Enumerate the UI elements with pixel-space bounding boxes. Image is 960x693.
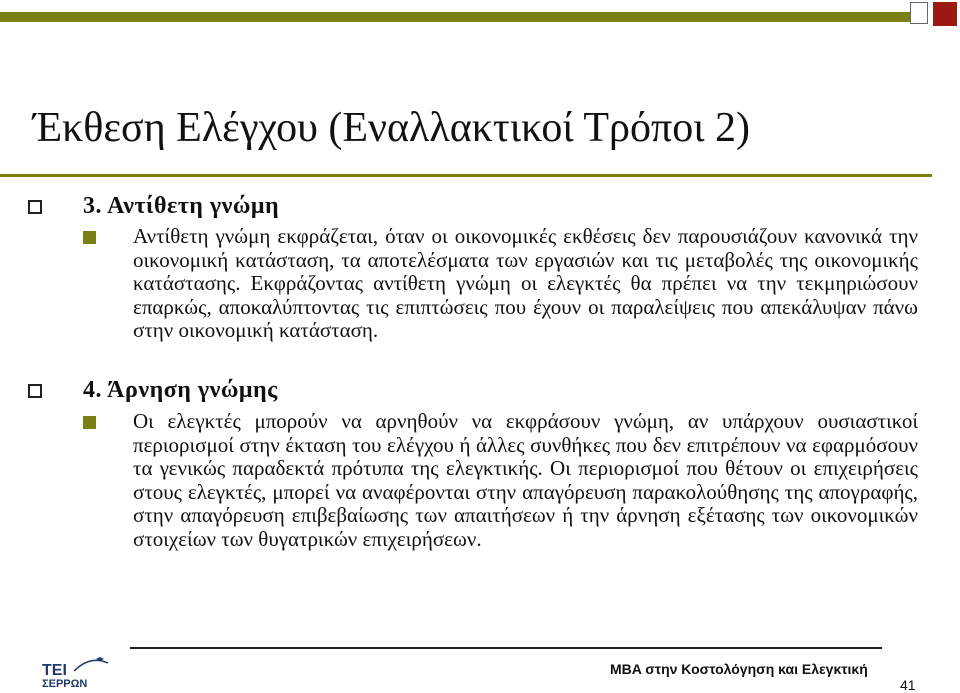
filled-square-bullet-icon [83, 231, 96, 244]
tei-serron-logo-icon [38, 653, 138, 691]
paragraph-text: Οι ελεγκτές μπορούν να αρνηθούν να εκφράσουν γνώμη, αν υπάρχουν ουσιαστικοί περιορισμοί στην έκταση του ελέγχου ή άλλες συνθήκες που δεν επιτρέπουν να εφαρμόσουν τα γενικώς παραδεκτά πρότυπα της ελεγκτικής. Οι περιορισμοί που θέτουν οι επιχειρήσεις στους ελεγκτές, μπορεί να αναφέρονται στην απαγόρευση παρακολούθησης της απογραφής, στην απαγόρευση επιβεβαίωσης των απαιτήσεων ή την άρνηση εξέτασης των οικονομικών στοιχείων των θυγατρικών επιχειρήσεων. [133, 409, 918, 551]
page-number: 41 [900, 677, 916, 693]
section-paragraph-3 [83, 225, 918, 343]
footer-divider [130, 647, 882, 649]
filled-square-bullet-icon [83, 416, 96, 429]
corner-red-square [933, 2, 957, 26]
paragraph-text: Αντίθετη γνώμη εκφράζεται, όταν οι οικονομικές εκθέσεις δεν παρουσιάζουν κανονικά την οικονομική κατάσταση, τα αποτελέσματα των εργασιών και τις μεταβολές της οικονομικής κατάστασης. Εκφράζοντας αντίθετη γνώμη οι ελεγκτές θα πρέπει να την τεκμηριώσουν επαρκώς, αποκαλύπτοντας τις επιπτώσεις που έχουν οι παραλείψεις που απεκάλυψαν πάνω στην οικονομική κατάσταση. [133, 224, 918, 342]
hollow-square-bullet-icon [28, 384, 42, 398]
slide-title: Έκθεση Ελέγχου (Εναλλακτικοί Τρόποι 2) [33, 105, 750, 151]
corner-outline-square [910, 2, 928, 24]
svg-text:ΣΕΡΡΩΝ: ΣΕΡΡΩΝ [42, 678, 88, 690]
section-heading-4 [28, 377, 278, 404]
footer-program-title: MBA στην Κοστολόγηση και Ελεγκτική [610, 661, 868, 677]
title-divider [0, 174, 932, 177]
section-heading-text: 4. Άρνηση γνώμης [83, 377, 278, 403]
section-heading-3 [28, 193, 279, 220]
top-accent-bar [0, 12, 928, 22]
hollow-square-bullet-icon [28, 200, 42, 214]
section-paragraph-4 [83, 410, 918, 551]
svg-text:ΤΕΙ: ΤΕΙ [42, 662, 67, 679]
section-heading-text: 3. Αντίθετη γνώμη [83, 193, 280, 219]
